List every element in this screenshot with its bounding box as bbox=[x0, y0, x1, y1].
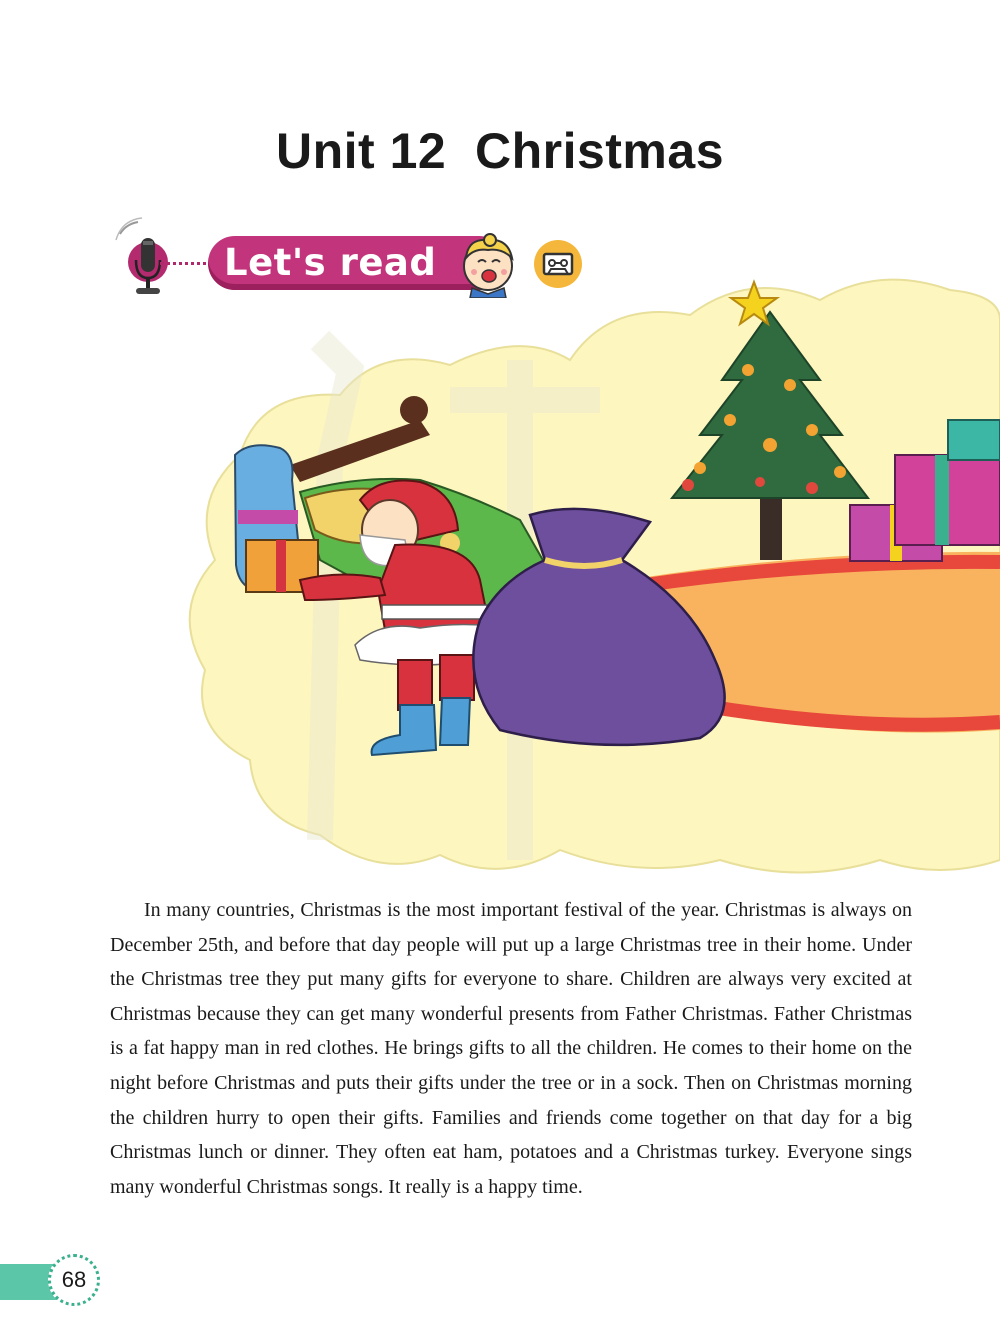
reading-passage: In many countries, Christmas is the most important festival of the year. Christmas is always on December 25th, and before that day people will put up a large Christmas tree in their home. Under the Christmas tree they put many gifts for everyone to share. Children are always very excited at Christmas because they can get many wonderful presents from Father Christmas. Father Christmas is a fat happy man in red clothes. He brings gifts to all the children. He comes to their home on the night before Christmas and puts their gifts under the tree or in a sock. Then on Christmas morning the children hurry to open their gifts. Families and friends come together on that day for a big Christmas lunch or dinner. They often eat ham, potatoes and a Christmas turkey. Everyone sings many wonderful Christmas songs. It really is a happy time. bbox=[110, 899, 912, 1198]
section-label: Let's read bbox=[224, 241, 437, 284]
page-number-tab bbox=[0, 1254, 110, 1310]
unit-title: Unit 12 Christmas bbox=[275, 123, 724, 179]
santa-christmas-scene-illustration bbox=[0, 260, 1000, 880]
page-number: 68 bbox=[61, 1267, 87, 1292]
